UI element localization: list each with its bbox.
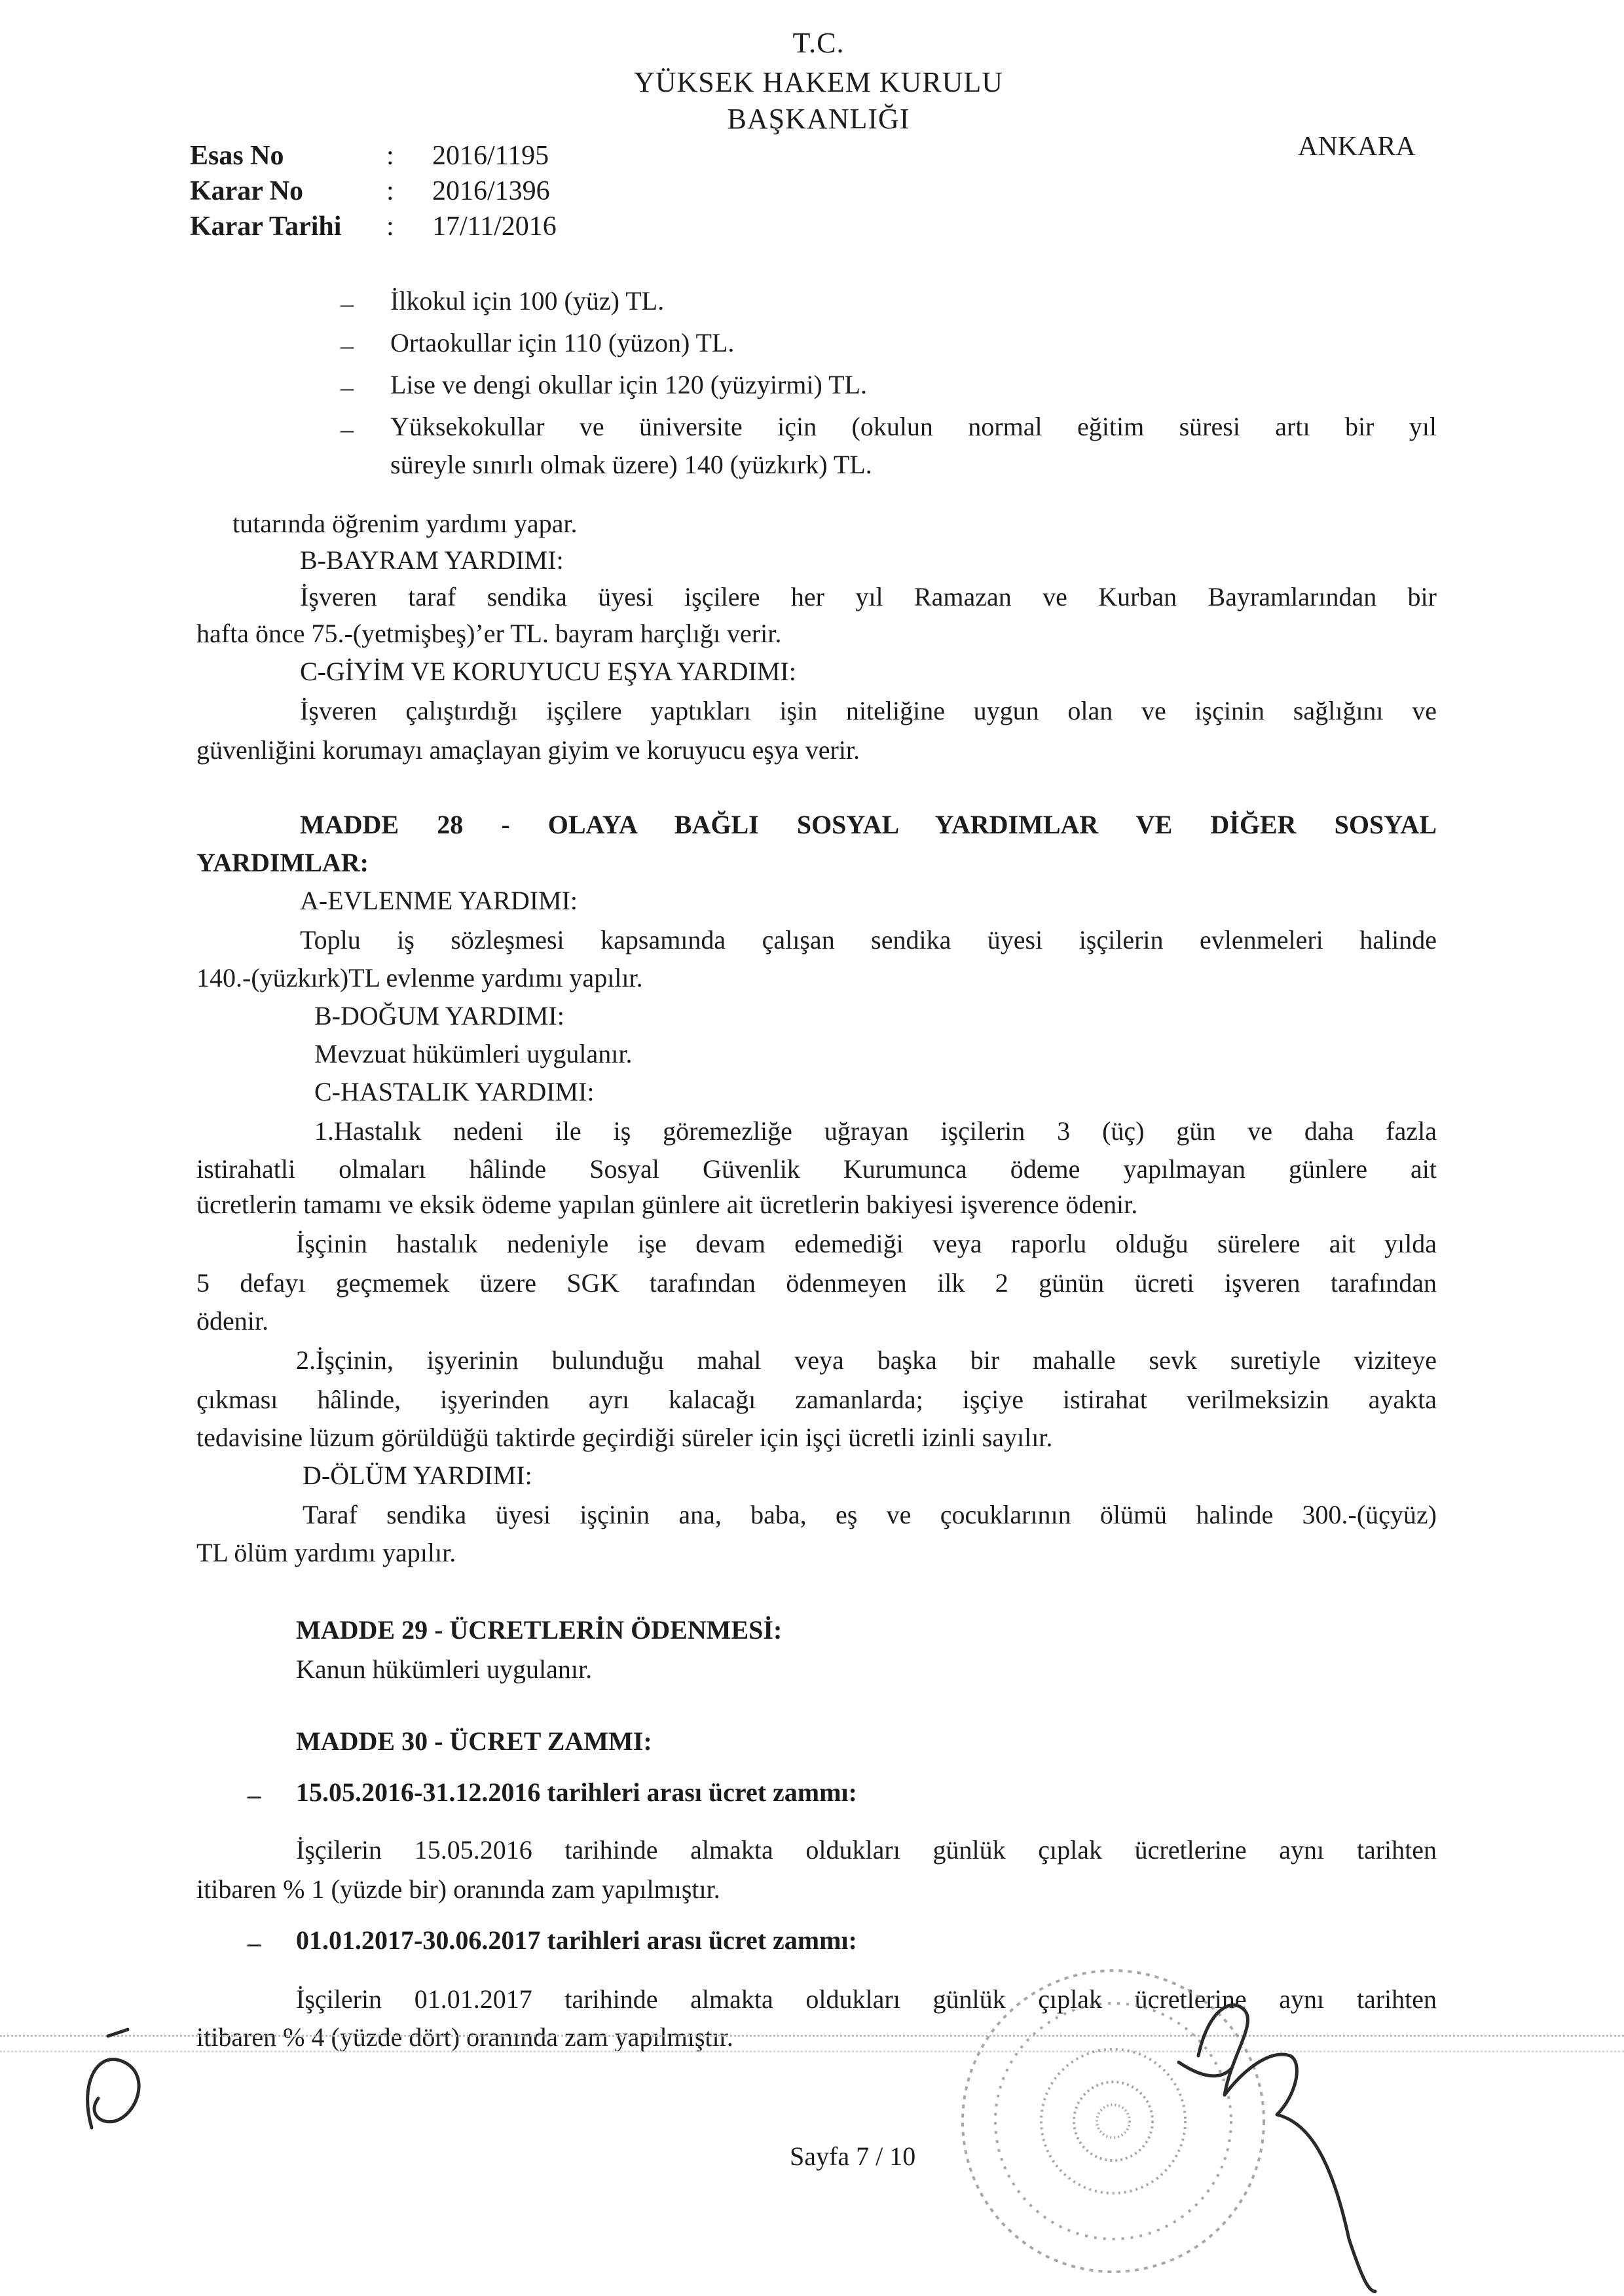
meta-value-karar: 2016/1396 <box>432 176 550 206</box>
meta-value-esas: 2016/1195 <box>432 141 549 171</box>
paragraph-line: ücretlerin tamamı ve eksik ödeme yapılan günlere ait ücretlerin bakiyesi işverence ödenir. <box>196 1190 1138 1219</box>
paragraph-line: İşveren taraf sendika üyesi işçilere her yıl Ramazan ve Kurban Bayramlarından bir <box>300 582 1437 611</box>
page-number: Sayfa 7 / 10 <box>790 2141 916 2171</box>
paragraph-line: İşçilerin 15.05.2016 tarihinde almakta oldukları günlük çıplak ücretlerine aynı tarihten <box>296 1835 1437 1865</box>
paragraph-line: Mevzuat hükümleri uygulanır. <box>314 1039 633 1068</box>
article-title: MADDE 30 - ÜCRET ZAMMI: <box>296 1726 652 1756</box>
paragraph-line: ödenir. <box>196 1306 268 1336</box>
section-heading: C-HASTALIK YARDIMI: <box>314 1077 595 1106</box>
paragraph-line: İşveren çalıştırdığı işçilere yaptıkları işin niteliğine uygun olan ve işçinin sağlığını ve <box>300 696 1437 725</box>
article-title-cont: YARDIMLAR: <box>196 848 369 877</box>
list-item: Ortaokullar için 110 (yüzon) TL. <box>390 328 735 357</box>
meta-sep-esas: : <box>386 141 394 171</box>
list-dash: – <box>341 373 354 402</box>
handwritten-signature <box>1179 2005 1375 2291</box>
paragraph-line: çıkması hâlinde, işyerinden ayrı kalacağı zamanlarda; işçiye istirahat verilmeksizin ayakta <box>196 1385 1437 1414</box>
seal-stamp <box>963 1971 1264 2272</box>
list-dash: – <box>248 1780 261 1810</box>
meta-value-tarih: 17/11/2016 <box>432 211 557 242</box>
meta-sep-tarih: : <box>386 211 394 242</box>
paragraph: tutarında öğrenim yardımı yapar. <box>232 509 578 538</box>
meta-sep-karar: : <box>386 176 394 206</box>
paragraph-line: itibaren % 1 (yüzde bir) oranında zam yapılmıştır. <box>196 1874 720 1904</box>
header-institution: YÜKSEK HAKEM KURULU <box>633 66 1004 98</box>
list-dash: – <box>341 331 354 360</box>
meta-label-tarih: Karar Tarihi <box>190 211 342 242</box>
list-dash: – <box>248 1928 261 1958</box>
paragraph-line: İşçinin hastalık nedeniyle işe devam edemediği veya raporlu olduğu sürelere ait yılda <box>296 1229 1437 1258</box>
list-dash: – <box>341 414 354 444</box>
list-item: Lise ve dengi okullar için 120 (yüzyirmi) TL. <box>390 370 867 399</box>
paragraph-line: hafta önce 75.-(yetmişbeş)’er TL. bayram harçlığı verir. <box>196 619 782 648</box>
article-title: MADDE 28 - OLAYA BAĞLI SOSYAL YARDIMLAR VE DİĞER SOSYAL <box>300 810 1437 839</box>
handwritten-initial <box>88 2030 139 2128</box>
paragraph-line: Toplu iş sözleşmesi kapsamında çalışan sendika üyesi işçilerin evlenmeleri halinde <box>300 925 1437 955</box>
header-tc: T.C. <box>792 27 845 59</box>
paragraph-line: 5 defayı geçmemek üzere SGK tarafından ödenmeyen ilk 2 günün ücreti işveren tarafından <box>196 1268 1437 1298</box>
section-heading: D-ÖLÜM YARDIMI: <box>303 1461 532 1490</box>
paragraph-line: 2.İşçinin, işyerinin bulunduğu mahal veya başka bir mahalle sevk suretiyle viziteye <box>296 1345 1437 1375</box>
list-item-cont: süreyle sınırlı olmak üzere) 140 (yüzkırk) TL. <box>390 450 872 479</box>
list-item: Yüksekokullar ve üniversite için (okulun normal eğitim süresi artı bir yıl <box>390 412 1437 441</box>
article-title: MADDE 29 - ÜCRETLERİN ÖDENMESİ: <box>296 1615 783 1645</box>
header-presidency: BAŞKANLIĞI <box>727 103 910 135</box>
meta-label-esas: Esas No <box>190 141 284 171</box>
paragraph-line: Kanun hükümleri uygulanır. <box>296 1654 593 1684</box>
paragraph-line: İşçilerin 01.01.2017 tarihinde almakta oldukları günlük çıplak ücretlerine aynı tarihten <box>296 1984 1437 2014</box>
header-city: ANKARA <box>1298 132 1416 162</box>
section-heading: C-GİYİM VE KORUYUCU EŞYA YARDIMI: <box>300 657 796 686</box>
paragraph-line: TL ölüm yardımı yapılır. <box>196 1538 456 1567</box>
section-heading: B-BAYRAM YARDIMI: <box>300 545 564 575</box>
paragraph-line: güvenliğini korumayı amaçlayan giyim ve koruyucu eşya verir. <box>196 735 860 765</box>
paragraph-line: Taraf sendika üyesi işçinin ana, baba, eş ve çocuklarının ölümü halinde 300.-(üçyüz) <box>303 1500 1437 1529</box>
period-heading: 01.01.2017-30.06.2017 tarihleri arası ücret zammı: <box>296 1925 857 1955</box>
section-heading: B-DOĞUM YARDIMI: <box>314 1001 564 1030</box>
period-heading: 15.05.2016-31.12.2016 tarihleri arası ücret zammı: <box>296 1777 857 1807</box>
list-item: İlkokul için 100 (yüz) TL. <box>390 286 665 316</box>
paragraph-line: istirahatli olmaları hâlinde Sosyal Güvenlik Kurumunca ödeme yapılmayan günlere ait <box>196 1154 1437 1184</box>
list-dash: – <box>341 289 354 318</box>
paragraph-line: 140.-(yüzkırk)TL evlenme yardımı yapılır. <box>196 963 643 993</box>
meta-label-karar: Karar No <box>190 176 304 206</box>
paragraph-line: itibaren % 4 (yüzde dört) oranında zam yapılmıştır. <box>196 2022 733 2052</box>
paragraph-line: tedavisine lüzum görüldüğü taktirde geçirdiği süreler için işçi ücretli izinli sayılır. <box>196 1423 1053 1452</box>
section-heading: A-EVLENME YARDIMI: <box>300 886 578 915</box>
paragraph-line: 1.Hastalık nedeni ile iş göremezliğe uğrayan işçilerin 3 (üç) gün ve daha fazla <box>314 1116 1437 1146</box>
